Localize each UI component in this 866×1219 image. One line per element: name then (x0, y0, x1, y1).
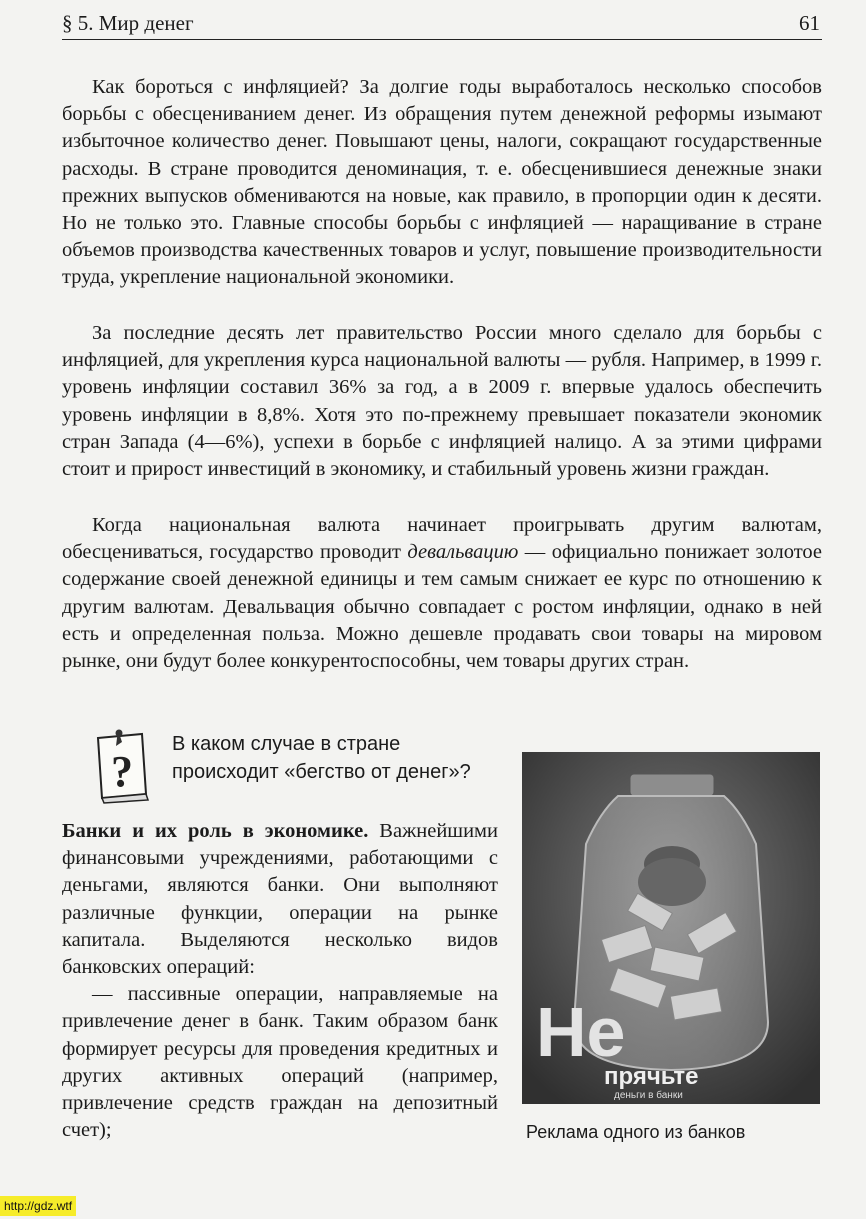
bank-advertisement-image (522, 752, 820, 1104)
banks-paragraph (62, 818, 498, 981)
paragraph-russia-inflation: За последние десять лет правительство России много сделало для борьбы с инфляцией, для укрепления курса национальной валюты — рубля. Например, в 1999 г. уровень инфляции составил 36% за год, а в 2009 г. впервые удалось обеспечить уровень инфляции в 8,8%. Хотя это по-прежнему превышает показатели экономик стран Запада (4—6%), успехи в борьбе с инфляцией налицо. А за этими цифрами стоит и прирост инвестиций в экономику, и стабильный уровень жизни граждан. (62, 322, 822, 481)
ad-subheadline: прячьте (604, 1063, 699, 1090)
devaluation-term: девальвацию (407, 541, 519, 564)
svg-text:?: ? (111, 747, 133, 796)
passive-operations-item: — пассивные операции, направляемые на привлечение денег в банк. Таким образом банк формирует ресурсы для проведения кредитных и других активных операций (например, привлечение средств граждан на депозитный счет); (62, 983, 498, 1142)
review-question: В каком случае в стране происходит «бегство от денег»? (172, 733, 471, 783)
running-header (62, 6, 822, 40)
banks-heading: Банки и их роль в экономике. (62, 820, 369, 842)
question-note-icon (92, 728, 154, 804)
devaluation-text-after: — официально понижает золотое содержание своей денежной единицы и тем самым снижает ее курс по отношению к другим валютам. Девальвация обычно совпадает с ростом инфляции, однако в ней есть и определенная польза. Можно дешевле продавать свои товары на мировом рынке, они будут более конкурентоспособны, чем товары других стран. (62, 541, 823, 673)
site-watermark: http://gdz.wtf (0, 1196, 76, 1216)
page-number: 61 (799, 11, 820, 35)
image-caption: Реклама одного из банков (526, 1122, 746, 1142)
ad-small-text: деньги в банки (614, 1090, 683, 1101)
devaluation-text-before: Когда национальная валюта начинает проигрывать другим валютам, обесцениваться, государство проводит (62, 514, 822, 564)
banks-section (62, 818, 498, 1144)
banks-intro: Важнейшими финансовыми учреждениями, работающими с деньгами, являются банки. Они выполняют различные функции, операции на рынке капитала. Выделяются несколько видов банковских операций: (62, 820, 498, 979)
paragraph-inflation-methods: Как бороться с инфляцией? За долгие годы выработалось несколько способов борьбы с обесцениванием денег. Из обращения путем денежной реформы изымают избыточное количество денег. Повышают цены, налоги, сокращают государственные расходы. В стране проводится деноминация, т. е. обесценившиеся денежные знаки прежних выпусков обмениваются на новые, как правило, в пропорции один к десяти. Но не только это. Главные способы борьбы с инфляцией — наращивание в стране объемов производства качественных товаров и услуг, повышение производительности труда, укрепление национальной экономики. (62, 76, 822, 289)
ad-headline: Не (536, 993, 626, 1071)
paragraph-devaluation (62, 512, 822, 675)
section-title: § 5. Мир денег (62, 11, 194, 35)
